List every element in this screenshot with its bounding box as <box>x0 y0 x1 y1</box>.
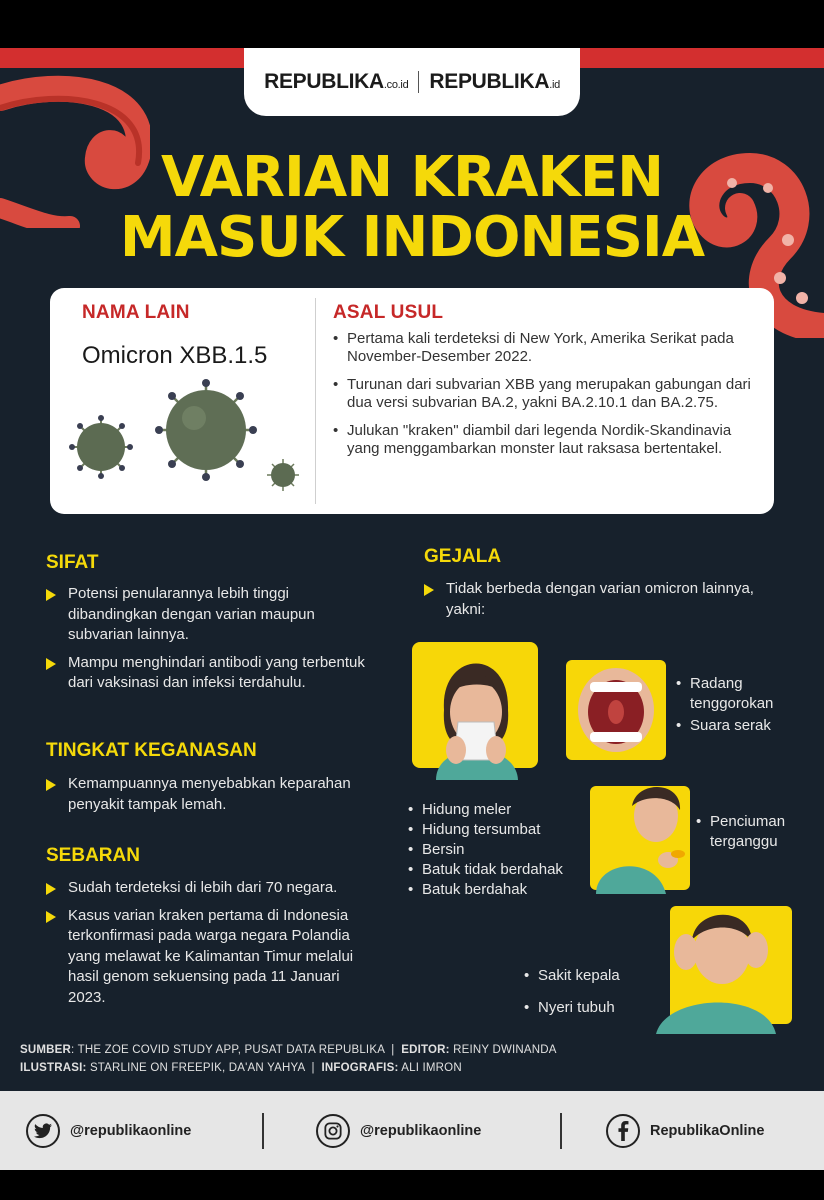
footer-divider <box>262 1113 264 1149</box>
gejala-heading: GEJALA <box>424 546 502 567</box>
asal-usul-item: • Pertama kali terdeteksi di New York, Amerika Serikat pada November-Desember 2022. <box>333 330 763 366</box>
source-credit-line-1: SUMBER: THE ZOE COVID STUDY APP, PUSAT DATA REPUBLIKA | EDITOR: REINY DWINANDA <box>20 1044 557 1056</box>
smell-symptom-list <box>696 812 820 852</box>
nama-lain-heading: NAMA LAIN <box>82 302 190 323</box>
sneezing-person-illustration <box>406 630 546 780</box>
sifat-item: Mampu menghindari antibodi yang terbentuk dari vaksinasi dan infeksi terdahulu. <box>46 653 376 694</box>
sifat-heading: SIFAT <box>46 552 99 573</box>
nama-lain-value: Omicron XBB.1.5 <box>82 342 268 369</box>
headache-illustration <box>656 894 796 1034</box>
masthead-divider <box>418 71 419 93</box>
asal-usul-list <box>333 330 763 468</box>
footer-divider <box>560 1113 562 1149</box>
twitter-link[interactable]: @republikaonline <box>26 1114 191 1148</box>
bullet-triangle-icon <box>46 911 56 923</box>
title-line-2: MASUK INDONESIA <box>119 205 705 270</box>
gejala-intro: Tidak berbeda dengan varian omicron lainnya, yakni: <box>424 579 754 620</box>
sebaran-list <box>46 878 376 1015</box>
throat-symptom: • Suara serak <box>676 716 816 736</box>
bullet-triangle-icon <box>46 658 56 670</box>
nose-symptom: • Batuk berdahak <box>408 880 578 900</box>
asal-usul-item: • Julukan "kraken" diambil dari legenda Nordik-Skandinavia yang menggambarkan monster laut raksasa bertentakel. <box>333 422 763 458</box>
infographic-poster <box>0 48 824 1170</box>
instagram-icon <box>316 1114 350 1148</box>
main-title <box>0 145 824 270</box>
card-divider <box>315 298 316 504</box>
nose-symptom-list <box>408 800 578 900</box>
throat-symptom: • Radang tenggorokan <box>676 674 816 714</box>
brand-logo-co-id: REPUBLIKA.co.id <box>264 70 409 93</box>
asal-usul-item: • Turunan dari subvarian XBB yang merupakan gabungan dari dua versi subvarian BA.2, yakni BA.2.10.1 dan BA.2.75. <box>333 376 763 412</box>
instagram-link[interactable]: @republikaonline <box>316 1114 481 1148</box>
nose-symptom: • Bersin <box>408 840 578 860</box>
facebook-icon <box>606 1114 640 1148</box>
sebaran-heading: SEBARAN <box>46 845 140 866</box>
brand-logo-id: REPUBLIKA.id <box>429 70 560 93</box>
gejala-intro-list <box>424 579 754 627</box>
keganasan-list <box>46 774 366 822</box>
head-symptom: • Nyeri tubuh <box>524 998 664 1018</box>
virus-small-icon <box>68 414 134 480</box>
sebaran-item: Sudah terdeteksi di lebih dari 70 negara. <box>46 878 376 899</box>
source-credit-line-2: ILUSTRASI: STARLINE ON FREEPIK, DA'AN YAHYA | INFOGRAFIS: ALI IMRON <box>20 1062 462 1074</box>
keganasan-item: Kemampuannya menyebabkan keparahan penyakit tampak lemah. <box>46 774 366 815</box>
sebaran-item: Kasus varian kraken pertama di Indonesia terkonfirmasi pada warga negara Polandia yang melawat ke Kalimantan Timur melalui hasil genom sekuensing pada 11 Januari 2023. <box>46 906 376 1009</box>
head-symptom: • Sakit kepala <box>524 966 664 986</box>
sore-throat-illustration <box>566 660 666 760</box>
info-card <box>50 288 774 514</box>
head-symptom-list <box>524 966 664 1018</box>
bullet-triangle-icon <box>424 584 434 596</box>
nose-symptom: • Batuk tidak berdahak <box>408 860 578 880</box>
nose-symptom: • Hidung tersumbat <box>408 820 578 840</box>
twitter-icon <box>26 1114 60 1148</box>
facebook-link[interactable]: RepublikaOnline <box>606 1114 764 1148</box>
sifat-item: Potensi penularannya lebih tinggi dibandingkan dengan varian maupun subvarian lainnya. <box>46 584 376 646</box>
smell-loss-illustration <box>586 770 696 894</box>
bullet-triangle-icon <box>46 883 56 895</box>
masthead-logo <box>244 48 580 116</box>
asal-usul-heading: ASAL USUL <box>333 302 444 323</box>
keganasan-heading: TINGKAT KEGANASAN <box>46 740 257 761</box>
smell-symptom: • Penciuman terganggu <box>696 812 820 852</box>
social-footer <box>0 1091 824 1170</box>
title-line-1: VARIAN KRAKEN <box>161 145 663 210</box>
bullet-triangle-icon <box>46 779 56 791</box>
bullet-triangle-icon <box>46 589 56 601</box>
virus-large-icon <box>154 378 258 482</box>
throat-symptom-list <box>676 674 816 736</box>
sifat-list <box>46 584 376 701</box>
virus-tiny-icon <box>266 458 300 492</box>
nose-symptom: • Hidung meler <box>408 800 578 820</box>
